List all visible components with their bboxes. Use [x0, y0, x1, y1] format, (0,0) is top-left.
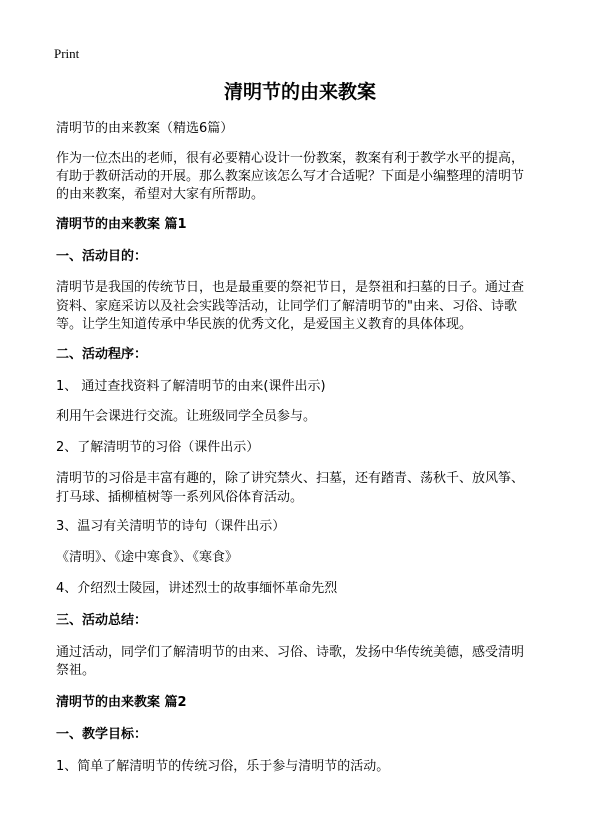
intro-line-1: 作为一位杰出的老师，很有必要精心设计一份教案，教案有利于教学水平的提高， [56, 151, 525, 166]
section2-goal-heading: 一、教学目标： [56, 727, 148, 742]
step2: 2、了解清明节的习俗（课件出示） [56, 440, 260, 455]
document-title: 清明节的由来教案 [223, 81, 376, 103]
print-label: Print [54, 46, 80, 61]
section1-goal-line-3: 等。让学生知道传承中华民族的优秀文化，是爱国主义教育的具体体现。 [56, 317, 473, 332]
section1-heading: 清明节的由来教案 篇1 [56, 217, 187, 232]
step2-line-1: 清明节的习俗是丰富有趣的，除了讲究禁火、扫墓，还有踏青、荡秋千、放风筝、 [56, 471, 525, 486]
step1-note: 利用午会课进行交流。让班级同学全员参与。 [56, 409, 317, 424]
section1-summary-heading: 三、活动总结： [56, 613, 148, 628]
intro-line-2: 有助于教研活动的开展。那么教案应该怎么写才合适呢？下面是小编整理的清明节 [56, 169, 525, 184]
step4: 4、介绍烈士陵园，讲述烈士的故事缅怀革命先烈 [56, 581, 338, 596]
step2-line-2: 打马球、插柳植树等一系列风俗体育活动。 [56, 490, 304, 505]
section1-goal-heading: 一、活动目的： [56, 249, 148, 264]
summary-line-1: 通过活动，同学们了解清明节的由来、习俗、诗歌，发扬中华传统美德，感受清明 [56, 645, 525, 660]
intro-line-3: 的由来教案，希望对大家有所帮助。 [56, 187, 265, 202]
section2-heading: 清明节的由来教案 篇2 [56, 695, 187, 710]
subtitle: 清明节的由来教案（精选6篇） [56, 121, 234, 136]
section2-goal-item-1: 1、简单了解清明节的传统习俗，乐于参与清明节的活动。 [56, 759, 390, 774]
section1-goal-line-1: 清明节是我国的传统节日，也是最重要的祭祀节日，是祭祖和扫墓的日子。通过查 [56, 280, 525, 295]
step1: 1、 通过查找资料了解清明节的由来(课件出示) [56, 379, 326, 394]
step3-poems: 《清明》、《途中寒食》、《寒食》 [56, 550, 239, 565]
section1-procedure-heading: 二、活动程序： [56, 347, 148, 362]
summary-line-2: 祭祖。 [56, 663, 96, 678]
section1-goal-line-2: 资料、家庭采访以及社会实践等活动，让同学们了解清明节的"由来、习俗、诗歌 [56, 299, 517, 314]
step3: 3、温习有关清明节的诗句（课件出示） [56, 519, 286, 534]
